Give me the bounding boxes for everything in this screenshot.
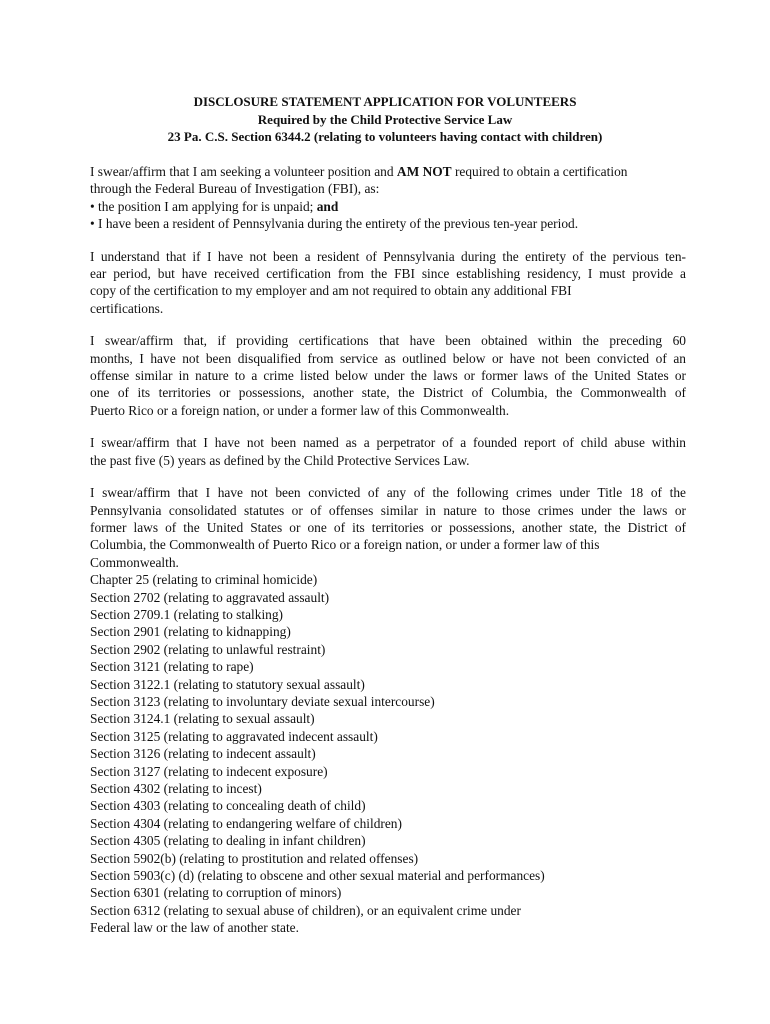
paragraph-child-abuse-report bbox=[90, 434, 686, 469]
paragraph-line: I swear/affirm that I have not been convicted of any of the following crimes under Title 18 of the bbox=[90, 485, 686, 501]
paragraph-line: offense similar in nature to a crime listed below under the laws or former laws of the United States or bbox=[90, 368, 686, 384]
document-body bbox=[90, 163, 686, 937]
title-line-1: DISCLOSURE STATEMENT APPLICATION FOR VOLUNTEERS bbox=[193, 94, 577, 109]
paragraph-line: I swear/affirm that, if providing certifications that have been obtained within the preceding 60 bbox=[90, 333, 686, 349]
paragraph-line: Commonwealth. bbox=[90, 554, 179, 570]
paragraph-line: former laws of the United States or one of its territories or possessions, another state, the District of bbox=[90, 519, 686, 535]
list-item: Section 5903(c) (d) (relating to obscene and other sexual material and performances) bbox=[90, 868, 545, 884]
list-item: Section 3122.1 (relating to statutory sexual assault) bbox=[90, 676, 365, 692]
list-item: Section 6312 (relating to sexual abuse of children), or an equivalent crime under bbox=[90, 902, 521, 918]
paragraph-line: I swear/affirm that I have not been named as a perpetrator of a founded report of child abuse within bbox=[90, 435, 686, 451]
paragraph-line bbox=[90, 163, 686, 180]
paragraph-line: certifications. bbox=[90, 300, 164, 316]
list-item: Section 3123 (relating to involuntary deviate sexual intercourse) bbox=[90, 693, 435, 709]
paragraph-line: copy of the certification to my employer and am not required to obtain any additional FBI bbox=[90, 283, 572, 299]
paragraph-line: Pennsylvania consolidated statutes or of offenses similar in nature to those crimes under the laws or bbox=[90, 502, 686, 518]
list-item: Section 2902 (relating to unlawful restraint) bbox=[90, 641, 326, 657]
document-title bbox=[0, 93, 770, 146]
text-run: • the position I am applying for is unpaid; bbox=[90, 198, 317, 214]
list-item: Chapter 25 (relating to criminal homicide) bbox=[90, 572, 318, 588]
crimes-list bbox=[90, 571, 686, 937]
list-item: Section 3126 (relating to indecent assault) bbox=[90, 746, 316, 762]
list-item: Section 4304 (relating to endangering welfare of children) bbox=[90, 815, 402, 831]
paragraph-prior-certifications bbox=[90, 332, 686, 419]
list-item: Section 2709.1 (relating to stalking) bbox=[90, 606, 284, 622]
paragraph-line: one of its territories or possessions, another state, the District of Columbia, the Commonwealth of bbox=[90, 385, 686, 401]
list-item: Section 4302 (relating to incest) bbox=[90, 781, 262, 796]
paragraph-line: through the Federal Bureau of Investigation (FBI), as: bbox=[90, 181, 380, 197]
text-run: required to obtain a certification bbox=[451, 164, 628, 179]
list-item: Section 3127 (relating to indecent exposure) bbox=[90, 763, 328, 779]
list-item: Section 2901 (relating to kidnapping) bbox=[90, 624, 291, 640]
title-line-2: Required by the Child Protective Service Law bbox=[257, 111, 513, 127]
paragraph-volunteer-affirmation bbox=[90, 163, 686, 233]
list-item: Section 4305 (relating to dealing in infant children) bbox=[90, 833, 366, 849]
paragraph-line: Puerto Rico or a foreign nation, or under a former law of this Commonwealth. bbox=[90, 402, 510, 418]
paragraph-fbi-certification bbox=[90, 248, 686, 318]
list-item: Section 5902(b) (relating to prostitution and related offenses) bbox=[90, 850, 419, 866]
paragraph-line: Columbia, the Commonwealth of Puerto Rico or a foreign nation, or under a former law of this bbox=[90, 537, 600, 553]
list-item: Section 3125 (relating to aggravated indecent assault) bbox=[90, 728, 378, 744]
list-item: Section 3124.1 (relating to sexual assault) bbox=[90, 711, 315, 727]
paragraph-line: I understand that if I have not been a resident of Pennsylvania during the entirety of the pervious ten- bbox=[90, 248, 686, 264]
emphasis-am-not: AM NOT bbox=[396, 164, 452, 179]
title-line-3: 23 Pa. C.S. Section 6344.2 (relating to volunteers having contact with children) bbox=[167, 129, 603, 144]
emphasis-and: and bbox=[316, 198, 339, 214]
list-item: Section 3121 (relating to rape) bbox=[90, 659, 254, 675]
paragraph-line: months, I have not been disqualified from service as outlined below or have not been convicted of an bbox=[90, 350, 686, 366]
bullet-resident: • I have been a resident of Pennsylvania during the entirety of the previous ten-year period. bbox=[90, 216, 579, 232]
list-item: Section 4303 (relating to concealing death of child) bbox=[90, 798, 366, 814]
text-run: I swear/affirm that I am seeking a volunteer position and bbox=[90, 164, 397, 179]
paragraph-line: ear period, but have received certification from the FBI since establishing residency, I must provide a bbox=[90, 266, 686, 282]
list-item: Section 2702 (relating to aggravated assault) bbox=[90, 589, 330, 605]
list-item: Section 6301 (relating to corruption of minors) bbox=[90, 885, 342, 901]
list-item: Federal law or the law of another state. bbox=[90, 920, 299, 936]
paragraph-crimes-affirmation bbox=[90, 484, 686, 571]
bullet-unpaid bbox=[90, 198, 686, 215]
paragraph-line: the past five (5) years as defined by the Child Protective Services Law. bbox=[90, 452, 470, 468]
